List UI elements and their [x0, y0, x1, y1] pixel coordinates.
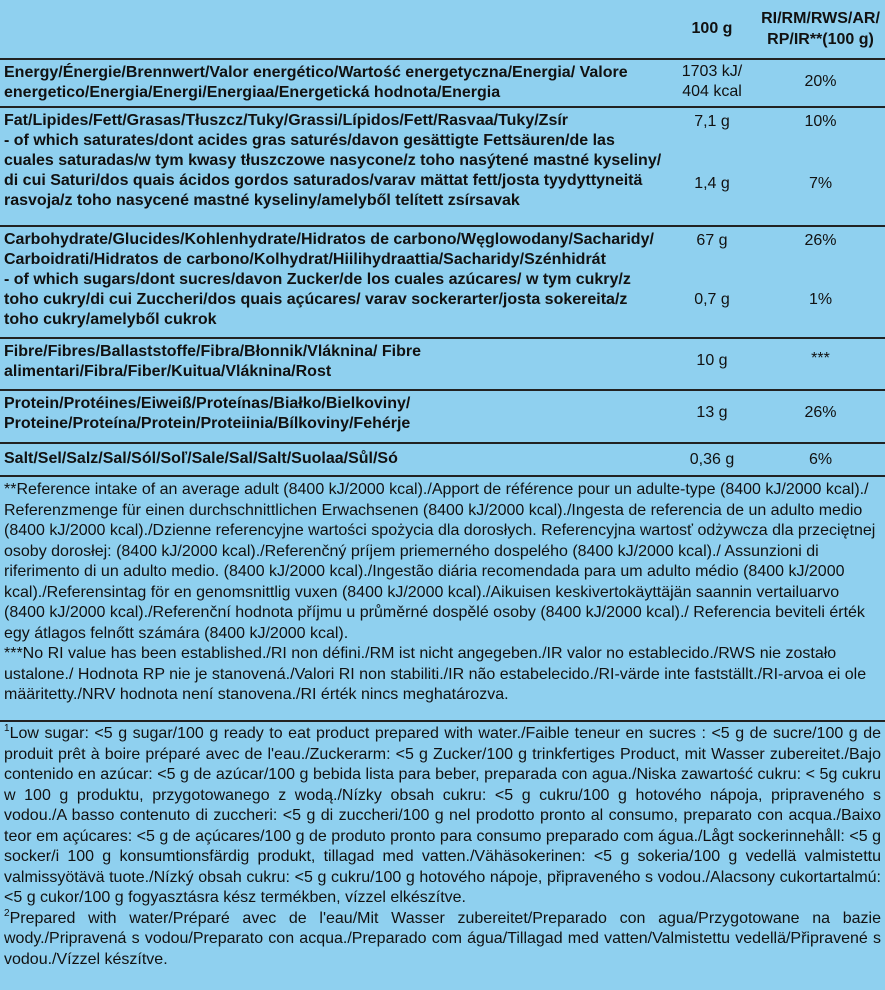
row-fibre-ri: ***	[811, 350, 830, 367]
row-fibre	[0, 339, 885, 391]
row-salt	[0, 444, 885, 477]
row-fat-100g	[668, 108, 756, 225]
row-fat-name	[0, 108, 668, 225]
header-ri-line2: RP/IR**(100 g)	[767, 31, 874, 48]
no-ri-footnote: ***No RI value has been established./RI non défini./RM ist nicht angegeben./IR valor no establecido./RWS nie zostało ustalone./ Hodnota RP nie je stanovená./Valori RI non stabiliti./IR não estabelecido./RI-värde inte fastställt./RI-arvoa ei ole määritetty./NRV hodnota není stanovena./RI érték nincs meghatározva.	[4, 645, 867, 703]
row-energy-name: Energy/Énergie/Brennwert/Valor energético/Wartość energetyczna/Energia/ Valore energetico/Energia/Energi/Energiaa/Energetická hodnota/Energia	[4, 64, 628, 101]
claims-notes	[0, 722, 885, 972]
row-carbohydrate	[0, 227, 885, 339]
header-ri	[756, 0, 885, 58]
row-energy-ri: 20%	[804, 73, 837, 90]
row-protein-ri: 26%	[804, 404, 837, 421]
saturates-100g: 1,4 g	[694, 175, 730, 192]
sugars-ri: 1%	[808, 291, 833, 308]
sugars-100g: 0,7 g	[694, 291, 730, 308]
row-fat-ri	[756, 108, 885, 225]
row-protein-100g: 13 g	[696, 404, 728, 421]
row-carb-ri	[756, 227, 885, 337]
note2-text: Prepared with water/Préparé avec de l'eau/Mit Wasser zubereitet/Preparado con agua/Przygotowane na bazie wody./Pripravená s vodou/Preparato con acqua./Preparado com água/Tillagad med vatten/Valmistettu vedellä/Připravené s vodou./Vízzel készítve.	[4, 909, 881, 968]
header-blank	[0, 0, 668, 58]
row-energy-100g	[668, 60, 756, 106]
carb-ri: 26%	[804, 232, 837, 249]
header-ri-line1: RI/RM/RWS/AR/	[761, 10, 880, 27]
carb-100g: 67 g	[696, 232, 728, 249]
row-protein	[0, 391, 885, 444]
row-fat	[0, 108, 885, 227]
table-header	[0, 0, 885, 60]
note2-mark: 2	[4, 907, 10, 919]
carb-label: Carbohydrate/Glucides/Kohlenhydrate/Hidratos de carbono/Węglowodany/Sacharidy/ Carboidrati/Hidratos de carbono/Kolhydrat/Hiilihydraattia/Sacharidy/Szénhidrát	[4, 231, 654, 268]
note1-mark: 1	[4, 723, 10, 734]
row-fibre-100g: 10 g	[696, 352, 728, 369]
note-low-sugar	[4, 724, 881, 909]
note1-text: Low sugar: <5 g sugar/100 g ready to eat product prepared with water./Faible teneur en sucres : <5 g de sucre/100 g de produit prêt à boire préparé avec de l'eau./Zuckerarm: <5 g Zucker/100 g trinkfertiges Product, mit Wasser zubereitet./Bajo contenido en azúcar: <5 g de azúcar/100 g bebida lista para beber, preparada con agua./Niska zawartość cukru: < 5g cukru w 100 g produktu, przygotowanego z wodą./Nízky obsah cukru: <5 g cukru/100 g hotového nápoja, pripraveného s vodou./A basso contenuto di zuccheri: <5 g di zuccheri/100 g nel prodotto pronto al consumo, preparato con acqua./Baixo teor em açúcares: <5 g de açúcares/100 g de produto pronto para consumo preparado com água./Lågt sockerinnehåll: <5 g socker/i 100 g konsumtionsfärdig produkt, tillagad med vatten./Vähäsokerinen: <5 g sokeria/100 g vedellä valmistettu valmissyötävä tuote./Nízký obsah cukru: <5 g cukru/100 g hotového nápoje, připraveného s vodou./Alacsony cukortartalmú: <5 g cukor/100 g fogyasztásra kész termékben, vízzel elkészítve.	[4, 725, 881, 906]
fat-ri: 10%	[804, 113, 837, 130]
fat-100g: 7,1 g	[694, 113, 730, 130]
ri-footnote: **Reference intake of an average adult (8400 kJ/2000 kcal)./Apport de référence pour un adulte-type (8400 kJ/2000 kcal)./ Referenzmenge für einen durchschnittlichen Erwachsenen (8400 kJ/2000 kcal)./Ingesta de referencia de un adulto medio (8400 kJ/2000 kcal)./Dzienne referencyjne wartości spożycia dla dorosłych. Referencyjna wartosť odżywcza dla przeciętnej osoby dorosłej: (8400 kJ/2000 kcal)./Referenčný príjem priemerného dospelého (8400 kJ/2000 kcal)./ Assunzioni di riferimento di un adulto medio. (8400 kJ/2000 kcal)./Ingestão diária recomendada para um adulto médio (8400 kJ/2000 kcal)./Referensintag för en genomsnittlig vuxen (8400 kJ/2000 kcal)./Aikuisen keskivertokäyttäjän saannin vertailuarvo (8400 kJ/2000 kcal)./Referenční hodnota příjmu u průměrné dospělé osoby (8400 kJ/2000 kcal)./ Referencia beviteli érték egy átlagos felnőtt számára (8400 kJ/2000 kcal).	[4, 481, 876, 642]
fat-label: Fat/Lipides/Fett/Grasas/Tłuszcz/Tuky/Grassi/Lípidos/Fett/Rasvaa/Tuky/Zsír	[4, 112, 569, 129]
header-100g: 100 g	[691, 20, 733, 37]
row-salt-name: Salt/Sel/Salz/Sal/Sól/Soľ/Sale/Sal/Salt/Suolaa/Sůl/Só	[4, 450, 398, 467]
sugars-label: - of which sugars/dont sucres/davon Zucker/de los cuales azúcares/ w tym cukry/z toho cukry/di cui Zuccheri/dos quais açúcares/ varav sockerarter/josta sokereita/z toho cukry/amelyből cukrok	[4, 271, 631, 328]
row-carb-name	[0, 227, 668, 337]
row-energy-kcal: 404 kcal	[682, 83, 742, 100]
row-protein-name: Protein/Protéines/Eiweiß/Proteínas/Białko/Bielkoviny/ Proteine/Proteína/Protein/Proteiinia/Bílkoviny/Fehérje	[4, 395, 411, 432]
row-salt-100g: 0,36 g	[689, 451, 735, 468]
note-prepared-with-water	[4, 909, 881, 971]
row-fibre-name: Fibre/Fibres/Ballaststoffe/Fibra/Błonnik/Vláknina/ Fibre alimentari/Fibra/Fiber/Kuitua/Vláknina/Rost	[4, 343, 421, 380]
saturates-label: - of which saturates/dont acides gras saturés/davon gesättigte Fettsäuren/de las cuales saturadas/w tym kwasy tłuszczowe nasycone/z toho nasýtené mastné kyseliny/ di cui Saturi/dos quais ácidos gordos saturados/varav mättat fett/josta tyydyttyneitä rasvoja/z toho nasycené mastné kyseliny/amelyből telített zsírsavak	[4, 132, 662, 209]
row-energy	[0, 60, 885, 108]
saturates-ri: 7%	[808, 175, 833, 192]
row-energy-kj: 1703 kJ/	[681, 63, 743, 80]
row-salt-ri: 6%	[808, 451, 833, 468]
reference-intake-notes	[0, 477, 885, 722]
row-carb-100g	[668, 227, 756, 337]
